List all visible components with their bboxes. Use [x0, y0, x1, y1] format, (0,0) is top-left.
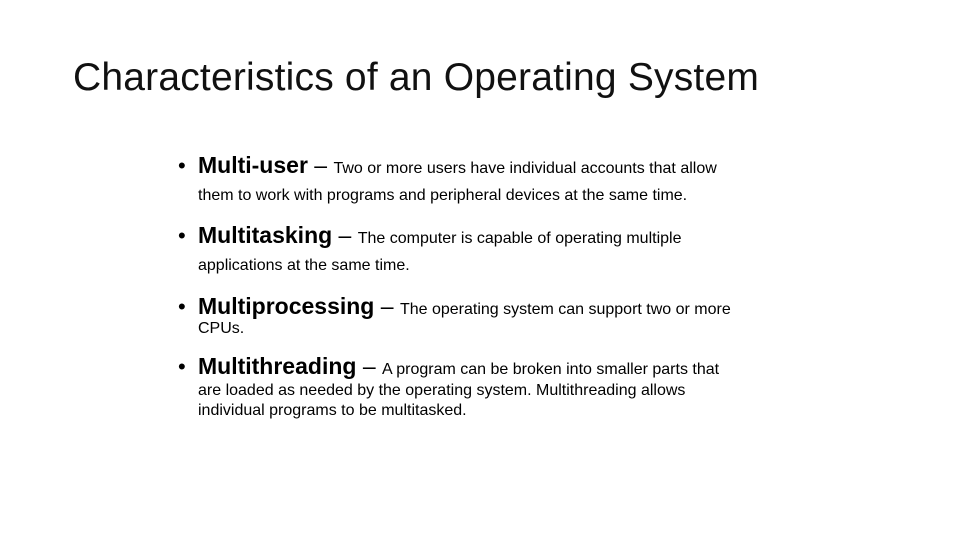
bullet-description-continued: applications at the same time.	[198, 257, 410, 274]
bullet-dot: •	[178, 354, 186, 379]
bullet-term: Multithreading	[198, 353, 357, 379]
bullet-term: Multitasking	[198, 222, 333, 248]
bullet-multithreading	[178, 353, 719, 420]
bullet-dash: –	[356, 353, 383, 379]
bullet-multi-user	[178, 152, 717, 205]
bullet-dot: •	[178, 153, 186, 178]
bullet-description-continued: CPUs.	[198, 320, 245, 337]
bullet-dash: –	[307, 152, 334, 178]
bullet-description-continued: individual programs to be multitasked.	[198, 402, 467, 419]
slide-title: Characteristics of an Operating System	[73, 56, 760, 99]
bullet-dot: •	[178, 294, 186, 319]
bullet-description: The computer is capable of operating multiple	[357, 230, 682, 247]
bullet-dot: •	[178, 223, 186, 248]
bullet-description-continued: are loaded as needed by the operating system. Multithreading allows	[198, 382, 686, 399]
bullet-dash: –	[332, 222, 358, 248]
bullet-description: Two or more users have individual accounts that allow	[333, 160, 717, 177]
bullet-description: The operating system can support two or more	[399, 301, 731, 318]
bullet-description-continued: them to work with programs and peripheral devices at the same time.	[198, 187, 688, 204]
bullet-description: A program can be broken into smaller parts that	[382, 361, 720, 378]
bullet-term: Multi-user	[198, 152, 308, 178]
bullet-term: Multiprocessing	[198, 293, 375, 319]
bullet-dash: –	[374, 293, 400, 319]
bullet-multitasking	[178, 222, 681, 275]
bullet-multiprocessing	[178, 293, 731, 338]
